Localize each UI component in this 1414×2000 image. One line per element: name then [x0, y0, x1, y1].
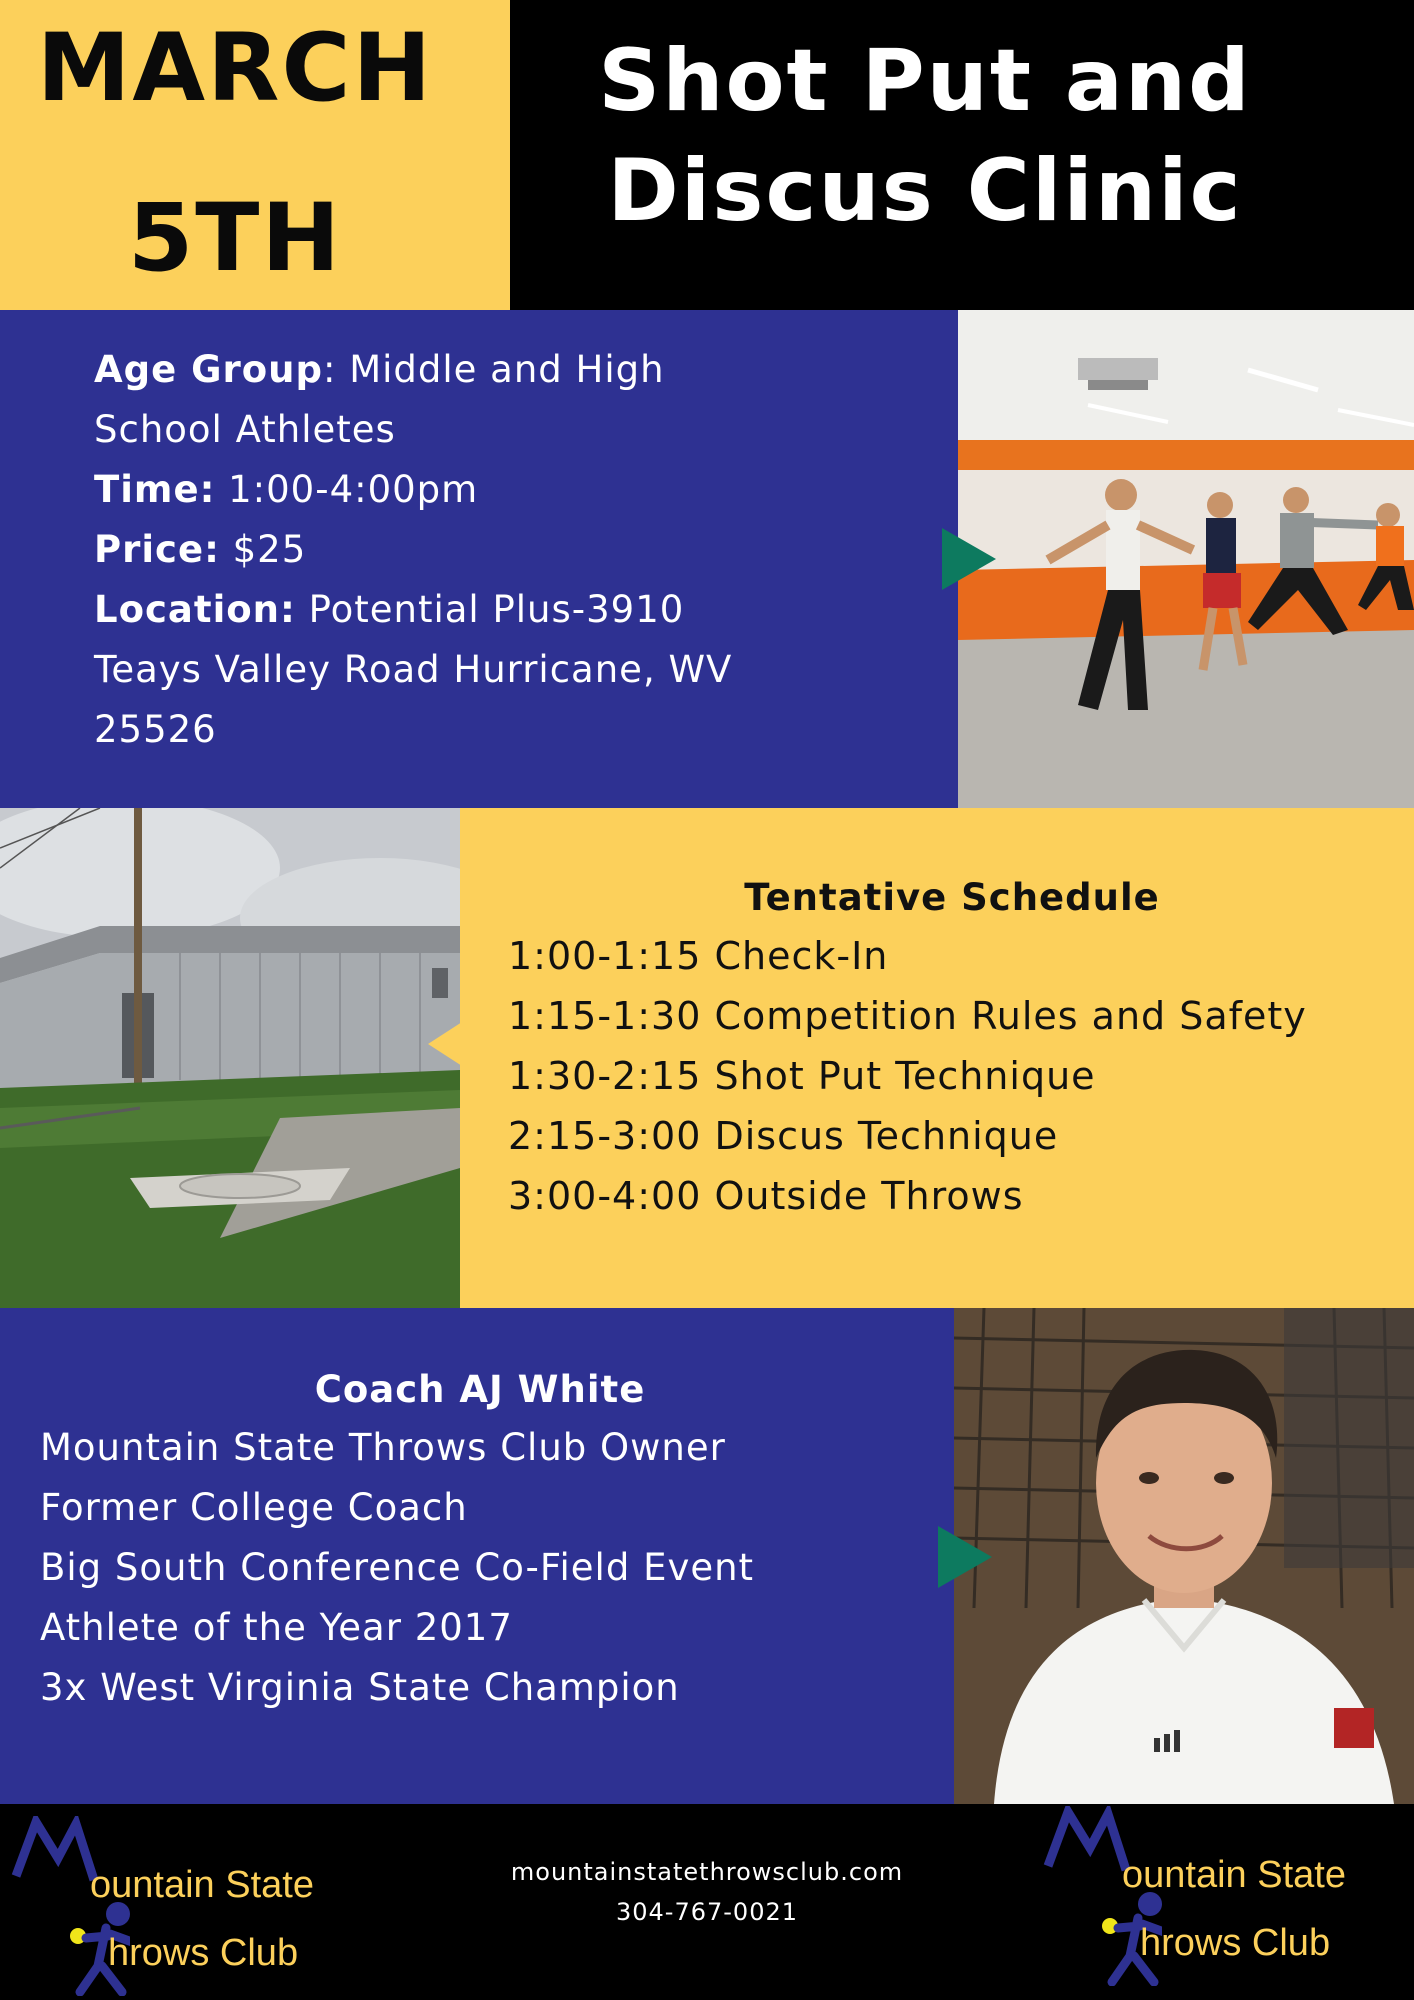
time-label: Time: — [94, 468, 216, 511]
title-banner — [510, 0, 1414, 310]
coach-bio-panel — [0, 1308, 954, 1804]
price-label: Price: — [94, 528, 220, 571]
footer — [0, 1804, 1414, 2000]
date-banner — [0, 0, 510, 310]
date-month: MARCH — [36, 14, 434, 123]
phone-number[interactable]: 304-767-0021 — [615, 1898, 798, 1926]
date-day: 5TH — [127, 184, 343, 293]
logo-left-text-2: hrows Club — [108, 1932, 299, 1974]
coach-credentials-list — [40, 1418, 754, 1718]
club-logo-left — [10, 1816, 350, 1996]
gym-training-photo — [958, 310, 1414, 808]
schedule-panel — [460, 808, 1414, 1308]
time-line — [94, 460, 794, 520]
arrow-pointer-building — [428, 1022, 462, 1070]
website-link[interactable]: mountainstatethrowsclub.com — [510, 1858, 904, 1886]
schedule-item: 2:15-3:00 Discus Technique — [508, 1114, 1059, 1158]
logo-right-text-2: hrows Club — [1140, 1922, 1331, 1964]
coach-credential: Athlete of the Year 2017 — [40, 1606, 513, 1649]
coach-name-heading: Coach AJ White — [314, 1368, 646, 1411]
coach-portrait-photo — [954, 1308, 1414, 1804]
arrow-pointer-gym — [940, 528, 996, 594]
location-label: Location: — [94, 588, 296, 631]
event-title-line-1: Shot Put and — [598, 31, 1252, 131]
logo-right-text-1: ountain State — [1122, 1854, 1346, 1896]
coach-credential: Former College Coach — [40, 1486, 468, 1529]
schedule-item: 1:30-2:15 Shot Put Technique — [508, 1054, 1096, 1098]
coach-credential: 3x West Virginia State Champion — [40, 1666, 680, 1709]
coach-credential: Big South Conference Co-Field Event — [40, 1546, 755, 1589]
location-value-cont-2: 25526 — [94, 708, 217, 751]
schedule-item: 3:00-4:00 Outside Throws — [508, 1174, 1024, 1218]
price-value: $25 — [219, 528, 307, 571]
age-group-label: Age Group — [94, 348, 323, 391]
age-group-value: : Middle and High — [322, 348, 665, 391]
facility-building-photo — [0, 808, 460, 1308]
age-group-value-cont: School Athletes — [94, 408, 396, 451]
club-logo-right — [1042, 1806, 1382, 1986]
logo-left-text-1: ountain State — [90, 1864, 314, 1906]
location-line — [94, 580, 794, 640]
schedule-item: 1:15-1:30 Competition Rules and Safety — [508, 994, 1307, 1038]
time-value: 1:00-4:00pm — [215, 468, 479, 511]
schedule-list — [508, 926, 1307, 1226]
event-details-panel — [0, 310, 958, 808]
age-group-line — [94, 340, 794, 400]
location-value-cont-1: Teays Valley Road Hurricane, WV — [94, 648, 733, 691]
schedule-heading: Tentative Schedule — [744, 876, 1160, 919]
coach-credential: Mountain State Throws Club Owner — [40, 1426, 726, 1469]
location-value: Potential Plus-3910 — [295, 588, 685, 631]
arrow-pointer-coach — [936, 1526, 992, 1592]
event-title-line-2: Discus Clinic — [607, 141, 1243, 241]
schedule-item: 1:00-1:15 Check-In — [508, 934, 889, 978]
price-line — [94, 520, 794, 580]
